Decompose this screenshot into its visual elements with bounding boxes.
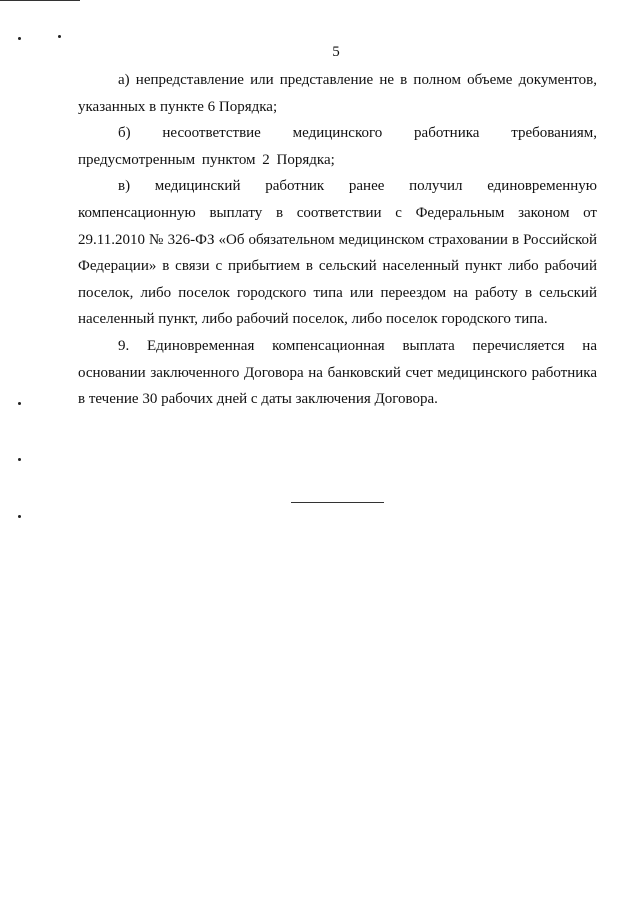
scan-speck — [18, 458, 21, 461]
scan-speck — [18, 402, 21, 405]
paragraph-a: а) непредставление или представление не в полном объеме документов, указанных в пункте 6 Порядка; — [78, 72, 597, 115]
paragraph-v: в) медицинский работник ранее получил единовременную компенсационную выплату в соответствии с Федеральным законом от 29.11.2010 № 326-ФЗ «Об обязательном медицинском страховании в Российской Федерации» в связи с прибытием в сельский населенный пункт либо рабочий поселок, либо поселок городского типа или переездом на работу в сельский населенный пункт, либо рабочий поселок, либо поселок городского типа. — [78, 178, 597, 328]
page-number: 5 — [332, 44, 340, 60]
paragraph-9: 9. Единовременная компенсационная выплата перечисляется на основании заключенного Договора на банковский счет медицинского работника в течение 30 рабочих дней с даты заключения Договора. — [78, 337, 597, 408]
scan-speck — [18, 37, 21, 40]
scan-speck — [58, 35, 61, 38]
scan-speck — [18, 515, 21, 518]
document-body — [78, 67, 597, 413]
paragraph-b: б) несоответствие медицинского работника требованиям, предусмотренным пунктом 2 Порядка; — [78, 125, 597, 168]
end-divider — [291, 502, 384, 503]
scan-top-line — [0, 0, 80, 1]
